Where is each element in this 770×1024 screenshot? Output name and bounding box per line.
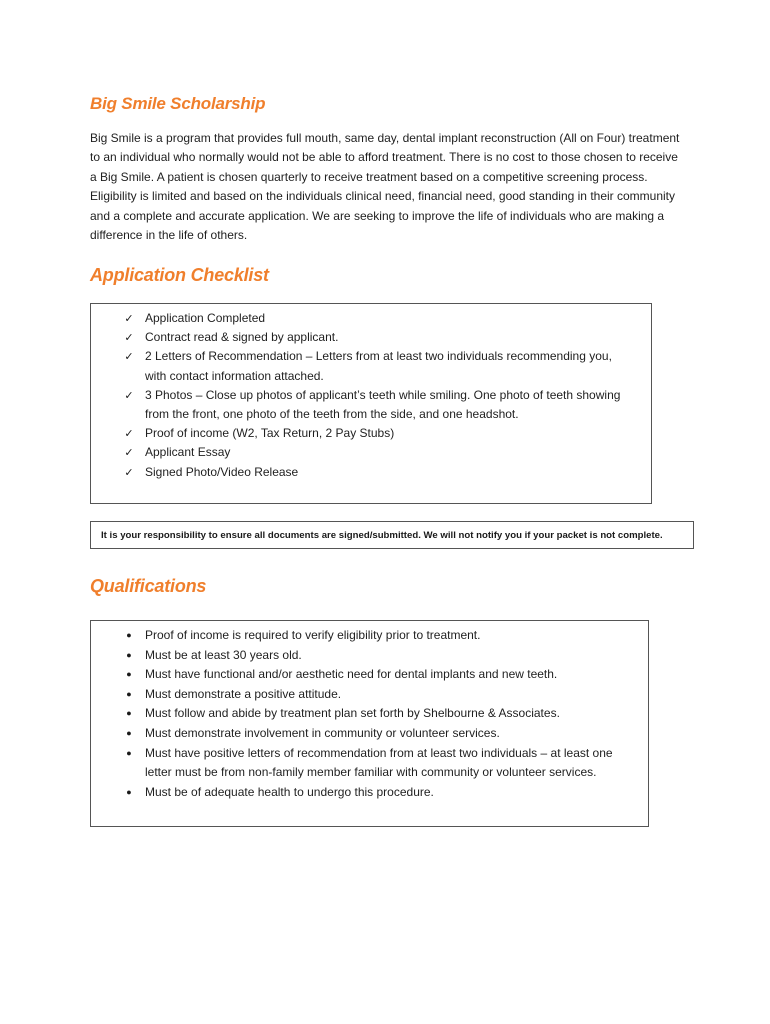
qualification-item-text: Must follow and abide by treatment plan set forth by Shelbourne & Associates.	[145, 706, 560, 721]
checklist-item-text: Applicant Essay	[145, 445, 231, 460]
qualification-item	[91, 724, 648, 744]
checklist-item-text: Application Completed	[145, 311, 266, 325]
qualification-item	[91, 665, 648, 685]
checklist-heading: Application Checklist	[90, 265, 269, 285]
qualification-item-text: Must demonstrate involvement in community or volunteer services.	[145, 725, 500, 740]
qualification-item	[91, 704, 648, 724]
scholarship-heading: Big Smile Scholarship	[90, 94, 266, 113]
qualifications-box	[90, 620, 649, 827]
qualification-item-text: Proof of income is required to verify eligibility prior to treatment.	[145, 628, 481, 642]
checklist-item	[91, 443, 651, 462]
checklist-item	[91, 328, 651, 347]
notice-text: It is your responsibility to ensure all documents are signed/submitted. We will not notify you if your packet is not complete.	[101, 529, 663, 541]
bullet-icon: ●	[126, 630, 132, 640]
responsibility-notice	[90, 521, 694, 549]
qualifications-list	[91, 626, 648, 802]
bullet-icon: ●	[126, 669, 132, 680]
checkmark-icon: ✓	[124, 465, 134, 479]
checkmark-icon: ✓	[124, 427, 134, 441]
checklist-list	[91, 309, 651, 482]
checkmark-icon: ✓	[124, 331, 134, 345]
qualification-item-text: Must have positive letters of recommendation from at least two individuals – at least one letter must be from non-family member familiar with community or volunteer services.	[145, 745, 613, 780]
bullet-icon: ●	[126, 688, 132, 699]
checklist-item	[91, 386, 651, 424]
checklist-item	[91, 309, 651, 328]
checklist-item-text: Signed Photo/Video Release	[145, 464, 299, 479]
checkmark-icon: ✓	[124, 312, 134, 325]
qualification-item	[91, 646, 648, 666]
qualification-item	[91, 744, 648, 783]
bullet-icon: ●	[126, 727, 132, 738]
qualification-item	[91, 626, 648, 646]
scholarship-description: Big Smile is a program that provides full mouth, same day, dental implant reconstruction (All on Four) treatment to an individual who normally would not be able to afford treatment. There is no cost to those chosen to receive a Big Smile. A patient is chosen quarterly to receive treatment based on a competitive screening process. Eligibility is limited and based on the individuals clinical need, financial need, good standing in their community and a complete and accurate application. We are seeking to improve the life of individuals who are making a difference in the life of others.	[90, 131, 680, 243]
checklist-item	[91, 424, 651, 443]
checklist-item-text: Contract read & signed by applicant.	[145, 330, 339, 345]
checklist-item-text: Proof of income (W2, Tax Return, 2 Pay Stubs)	[145, 426, 395, 441]
bullet-icon: ●	[126, 786, 132, 797]
qualifications-heading: Qualifications	[90, 576, 207, 596]
checklist-item	[91, 347, 651, 385]
qualification-item-text: Must demonstrate a positive attitude.	[145, 686, 342, 701]
qualification-item-text: Must have functional and/or aesthetic need for dental implants and new teeth.	[145, 667, 558, 682]
checkmark-icon: ✓	[124, 446, 134, 460]
qualification-item	[91, 783, 648, 803]
checkmark-icon: ✓	[124, 388, 134, 402]
bullet-icon: ●	[126, 708, 132, 719]
bullet-icon: ●	[126, 747, 132, 758]
checklist-item	[91, 463, 651, 482]
qualification-item-text: Must be of adequate health to undergo this procedure.	[145, 784, 434, 799]
bullet-icon: ●	[126, 649, 132, 660]
qualification-item-text: Must be at least 30 years old.	[145, 647, 302, 662]
checklist-item-text: 2 Letters of Recommendation – Letters from at least two individuals recommending you, with contact information attached.	[145, 349, 612, 383]
checklist-box	[90, 303, 652, 504]
checkmark-icon: ✓	[124, 350, 134, 364]
checklist-item-text: 3 Photos – Close up photos of applicant’s teeth while smiling. One photo of teeth showing from the front, one photo of the teeth from the side, and one headshot.	[145, 387, 621, 422]
qualification-item	[91, 685, 648, 705]
